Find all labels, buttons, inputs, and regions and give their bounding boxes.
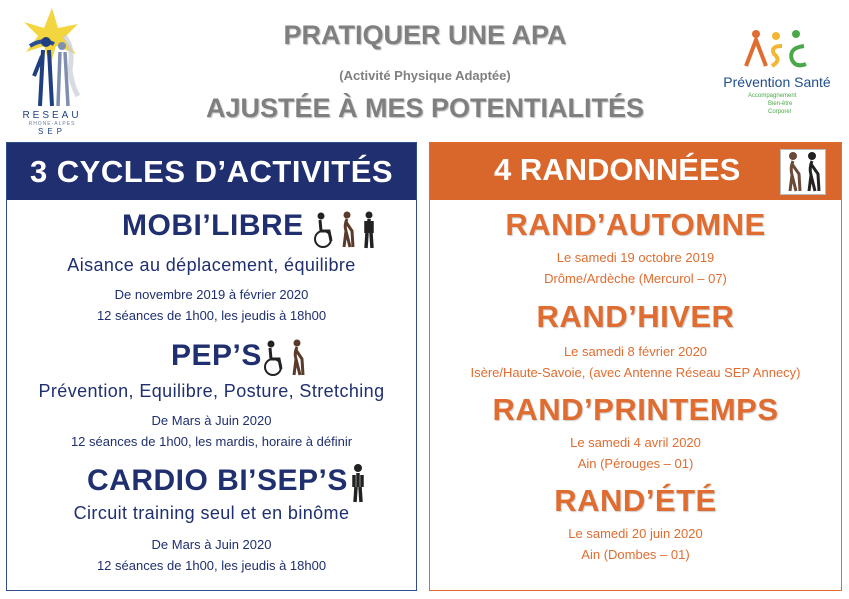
peps-schedule: 12 séances de 1h00, les mardis, horaire à définir [70,434,353,449]
rand-printemps-section [430,392,841,474]
rand-ete-section [430,483,841,565]
rand-automne-section [430,207,841,289]
logo-region-text: RHONE-ALPES [28,121,76,127]
cardio-bisepps-dates: De Mars à Juin 2020 [151,537,272,552]
logo-tag-bien-etre: Bien-être [768,101,793,107]
page-title: PRATIQUER UNE APA [283,20,567,50]
rand-printemps-title: RAND’PRINTEMPS [492,392,779,427]
rand-hiver-place: Isère/Haute-Savoie, (avec Antenne Réseau SEP Annecy) [470,365,801,380]
peps-section [7,339,416,452]
rand-hiver-date: Le samedi 8 février 2020 [563,344,708,359]
wheelchair-walkers-icon [313,211,383,249]
hikes-panel [429,142,842,591]
mobilibre-section [7,207,416,326]
logo-tag-corporel: Corporel [768,109,792,115]
reseau-sep-logo [12,6,92,134]
rand-automne-place: Drôme/Ardèche (Mercurol – 07) [544,271,727,286]
cycles-banner: 3 CYCLES D’ACTIVITÉS [7,143,416,200]
standing-person-icon [347,463,369,503]
cardio-bisepps-subtitle: Circuit training seul et en binôme [73,503,350,523]
wheelchair-cane-icon [263,339,309,377]
rand-ete-place: Ain (Dombes – 01) [581,547,690,562]
mobilibre-schedule: 12 séances de 1h00, les jeudis à 18h00 [96,308,327,323]
logo-tag-accompagnement: Accompagnement [748,93,797,99]
hikers-icon [780,149,826,195]
rand-ete-date: Le samedi 20 juin 2020 [568,526,703,541]
cardio-bisepps-section [7,461,416,576]
logo-sep-text: SEP [37,127,66,136]
hikes-banner [430,143,841,200]
reseau-logo-figure-icon [12,6,92,110]
mobilibre-icons [313,211,383,249]
rand-automne-date: Le samedi 19 octobre 2019 [556,250,715,265]
cardio-bisepps-title: CARDIO BI’SEP’S [87,464,348,497]
cardio-bisepps-schedule: 12 séances de 1h00, les jeudis à 18h00 [96,558,327,573]
mobilibre-title: MOBI’LIBRE [122,209,304,242]
rand-hiver-title: RAND’HIVER [536,299,735,334]
mobilibre-subtitle: Aisance au déplacement, équilibre [67,255,356,275]
peps-dates: De Mars à Juin 2020 [151,413,272,428]
logo-brand-text: Prévention Santé [723,74,831,90]
prevention-sante-logo [712,26,842,126]
logo-reseau-text: RESEAU [22,110,82,121]
page-title-second-line: AJUSTÉE À MES POTENTIALITÉS [205,93,645,123]
rand-hiver-section [430,299,841,383]
peps-icons [263,339,309,377]
mobilibre-dates: De novembre 2019 à février 2020 [114,287,309,302]
cardio-bisepps-icons [347,463,369,503]
peps-title: PEP’S [171,339,262,372]
asc-figures-icon [712,26,842,74]
page-subtitle: (Activité Physique Adaptée) [339,68,511,83]
rand-automne-title: RAND’AUTOMNE [505,207,766,242]
activity-cycles-panel [6,142,417,591]
rand-printemps-date: Le samedi 4 avril 2020 [570,435,701,450]
hikes-banner-text: 4 RANDONNÉES [494,152,741,187]
peps-subtitle: Prévention, Equilibre, Posture, Stretching [38,381,385,401]
rand-ete-title: RAND’ÉTÉ [554,483,717,518]
rand-printemps-place: Ain (Pérouges – 01) [577,456,694,471]
